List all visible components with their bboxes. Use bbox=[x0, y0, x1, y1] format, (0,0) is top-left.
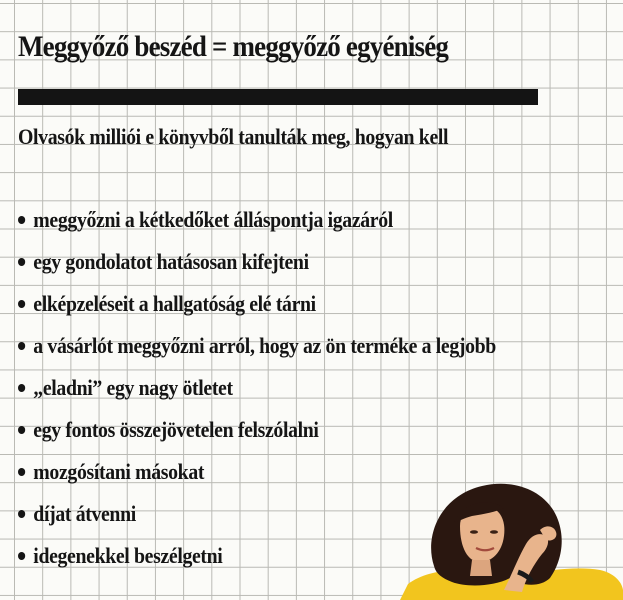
bullet-icon bbox=[18, 552, 25, 560]
bullet-icon bbox=[18, 426, 25, 434]
list-item-text: egy fontos összejövetelen felszólalni bbox=[33, 417, 319, 442]
bullet-icon bbox=[18, 510, 25, 518]
list-item bbox=[18, 413, 496, 455]
list-item bbox=[18, 287, 496, 329]
list-item-text: díjat átvenni bbox=[33, 501, 136, 526]
bullet-icon bbox=[18, 468, 25, 476]
bullet-icon bbox=[18, 342, 25, 350]
list-item-text: „eladni” egy nagy ötletet bbox=[33, 375, 233, 400]
bullet-icon bbox=[18, 300, 25, 308]
list-item bbox=[18, 329, 496, 371]
list-item-text: mozgósítani másokat bbox=[33, 459, 205, 484]
list-item-text: idegenekkel beszélgetni bbox=[33, 543, 223, 568]
list-item-text: meggyőzni a kétkedőket álláspontja igazáról bbox=[33, 207, 393, 232]
bullet-icon bbox=[18, 258, 25, 266]
title-underline-bar bbox=[18, 89, 538, 105]
list-item-text: a vásárlót meggyőzni arról, hogy az ön terméke a legjobb bbox=[33, 333, 496, 358]
list-item bbox=[18, 203, 496, 245]
bullet-icon bbox=[18, 384, 25, 392]
list-item-text: egy gondolatot hatásosan kifejteni bbox=[33, 249, 309, 274]
list-item bbox=[18, 245, 496, 287]
list-item bbox=[18, 371, 496, 413]
subtitle: Olvasók milliói e könyvből tanulták meg, hogyan kell bbox=[18, 124, 449, 149]
bullet-icon bbox=[18, 216, 25, 224]
page-title: Meggyőző beszéd = meggyőző egyéniség bbox=[18, 30, 449, 63]
list-item-text: elképzeléseit a hallgatóság elé tárni bbox=[33, 291, 316, 316]
woman-portrait-photo bbox=[400, 478, 623, 600]
